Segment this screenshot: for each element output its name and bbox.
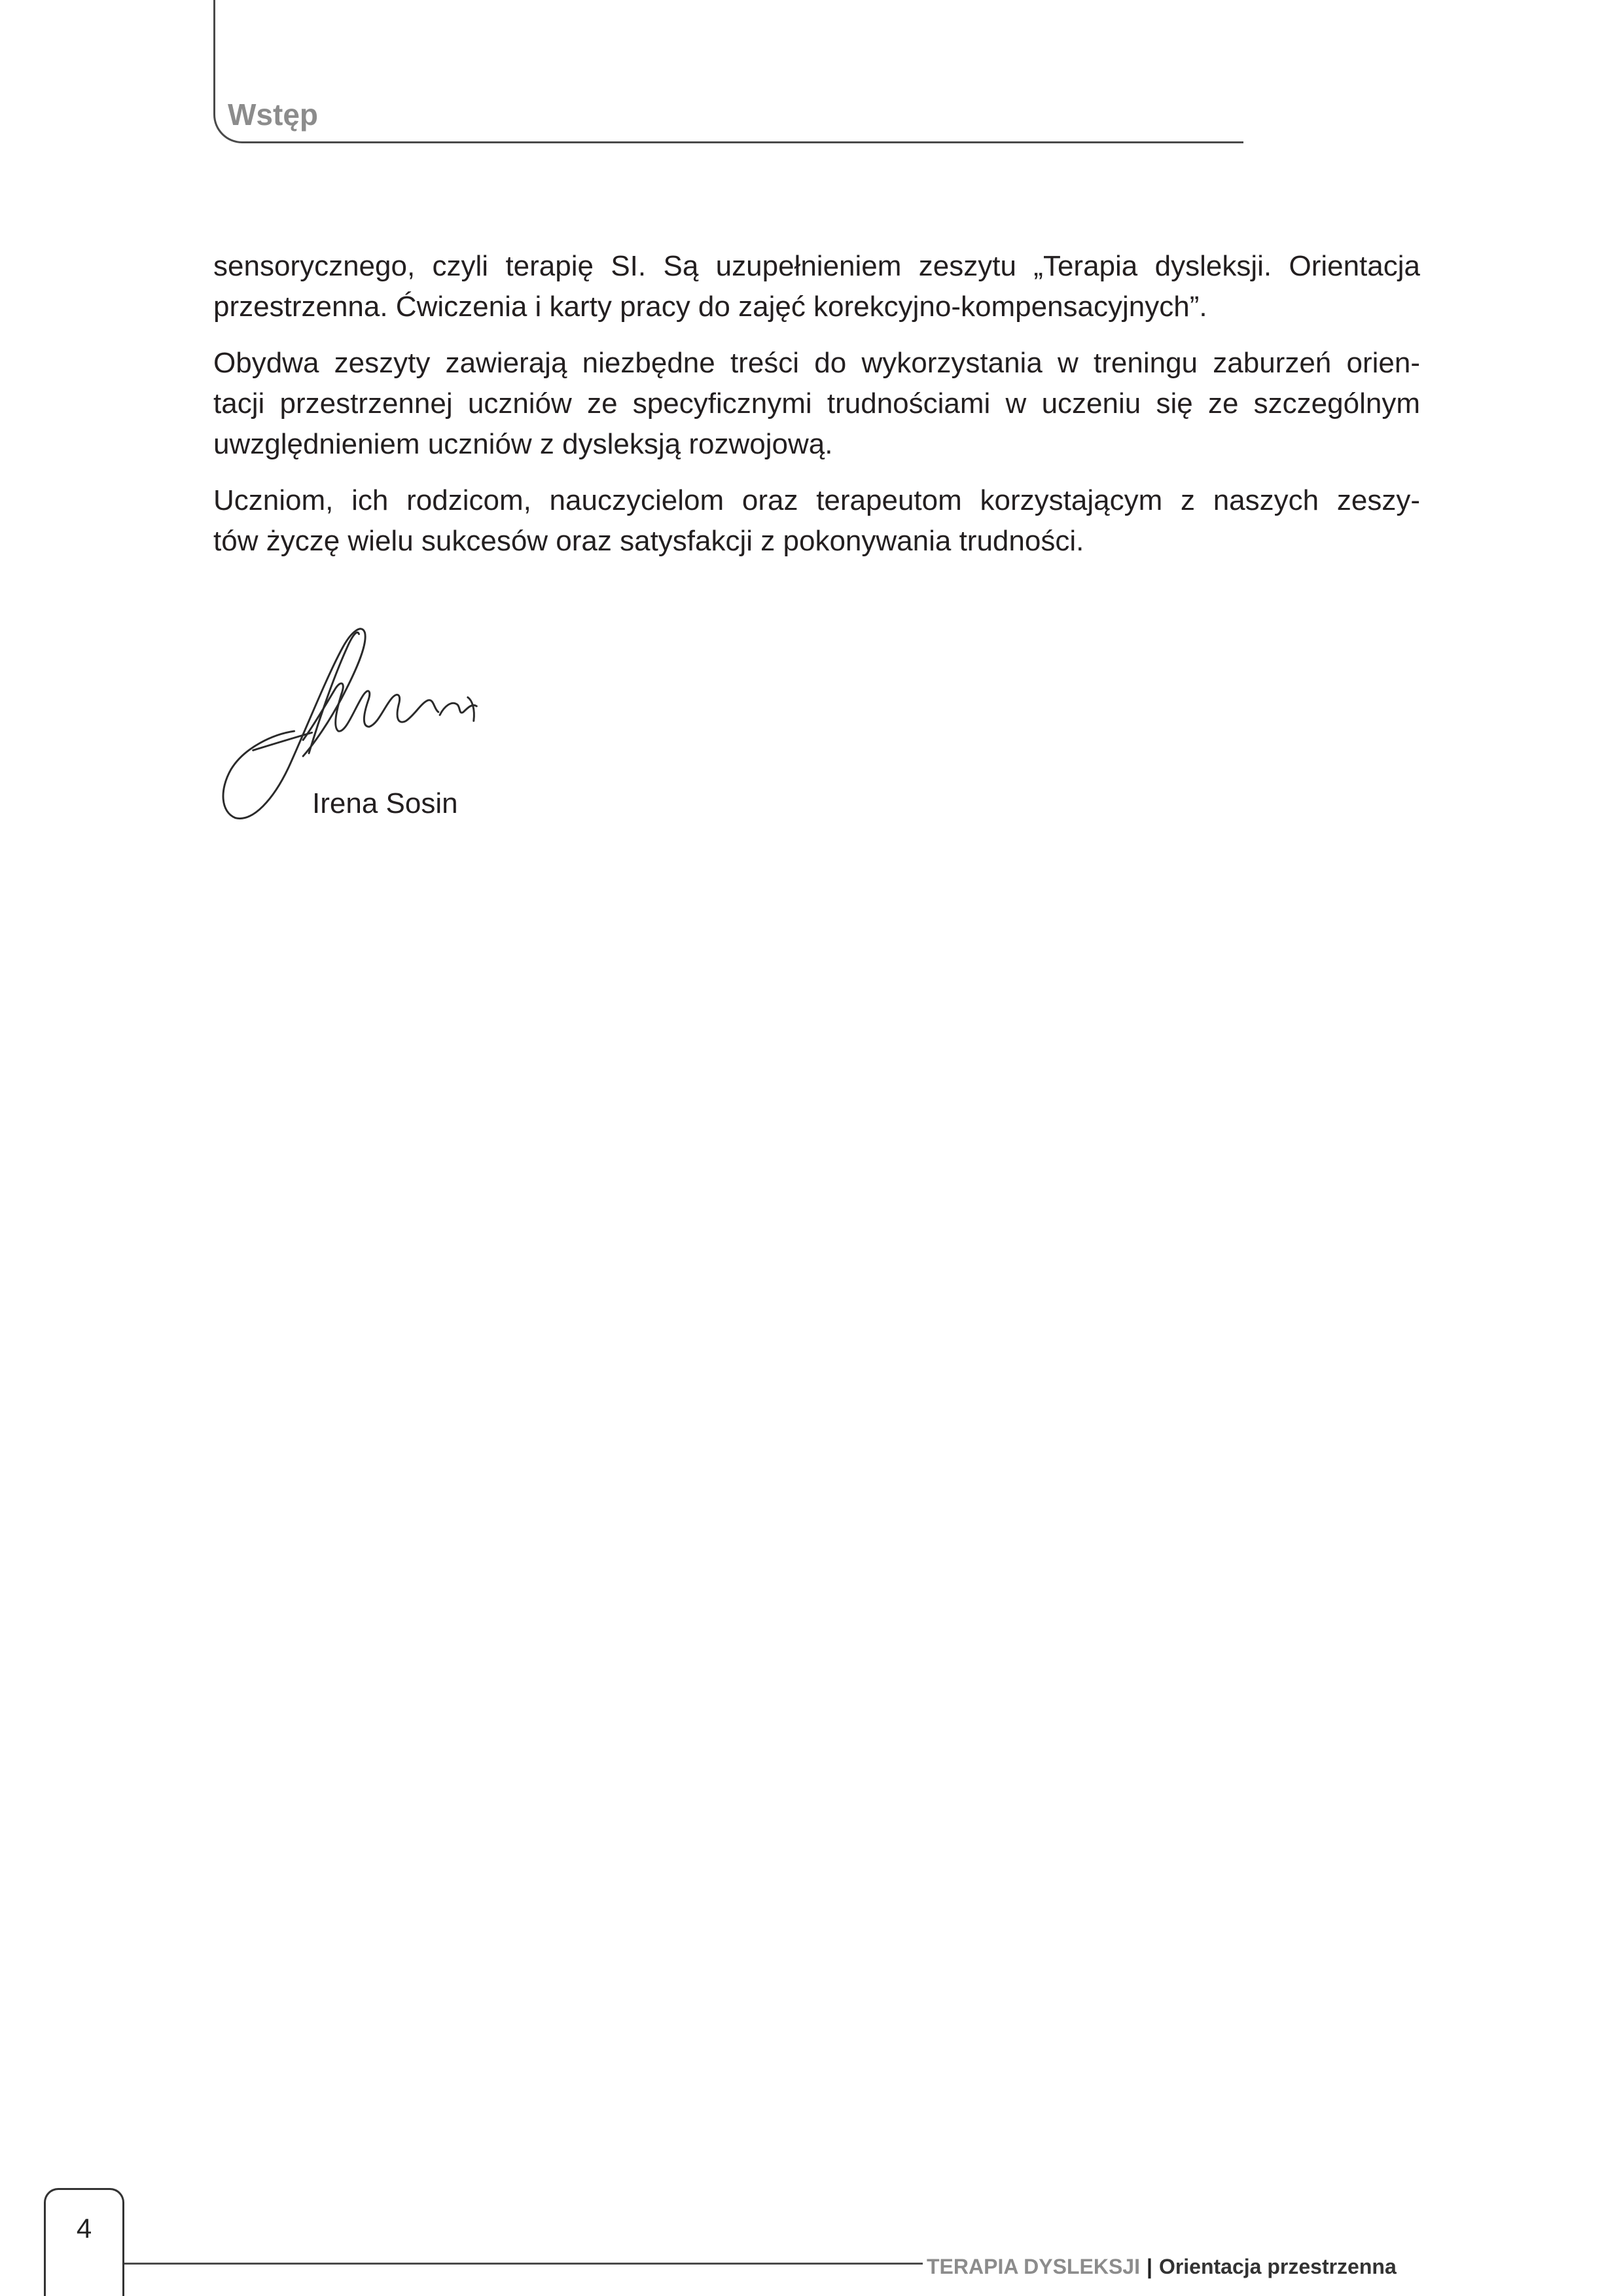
footer-separator: | bbox=[1146, 2255, 1152, 2278]
section-title: Wstęp bbox=[228, 98, 318, 132]
header-frame bbox=[213, 0, 1243, 143]
page-number: 4 bbox=[76, 2213, 92, 2244]
signature-name: Irena Sosin bbox=[312, 787, 458, 819]
text-line: uwzględnieniem uczniów z dysleksją rozwojową. bbox=[213, 428, 833, 460]
footer-rule bbox=[124, 2263, 923, 2265]
signature-stroke bbox=[440, 697, 476, 721]
paragraph bbox=[213, 246, 1420, 327]
text-line: przestrzenna. Ćwiczenia i karty pracy do zajęć korekcyjno-kompensacyjnych”. bbox=[213, 291, 1207, 323]
footer-title: Orientacja przestrzenna bbox=[1158, 2255, 1397, 2278]
body-text bbox=[213, 246, 1420, 577]
text-line: tacji przestrzennej uczniów ze specyficznymi trudnościami w uczeniu się ze szczególnym bbox=[213, 387, 1420, 420]
footer-running-title bbox=[927, 2253, 1397, 2280]
text-line: sensorycznego, czyli terapię SI. Są uzupełnieniem zeszytu „Terapia dysleksji. Orientacja bbox=[213, 250, 1420, 282]
paragraph bbox=[213, 343, 1420, 465]
text-line: Obydwa zeszyty zawierają niezbędne treści do wykorzystania w treningu zaburzeń orien- bbox=[213, 347, 1420, 379]
text-line: Uczniom, ich rodzicom, nauczycielom oraz terapeutom korzystającym z naszych zeszy- bbox=[213, 484, 1420, 516]
text-line: tów życzę wielu sukcesów oraz satysfakcji z pokonywania trudności. bbox=[213, 525, 1084, 557]
paragraph bbox=[213, 480, 1420, 562]
signature-stroke bbox=[303, 683, 438, 740]
footer-series: TERAPIA DYSLEKSJI bbox=[927, 2255, 1140, 2278]
page-number-box bbox=[44, 2188, 124, 2296]
